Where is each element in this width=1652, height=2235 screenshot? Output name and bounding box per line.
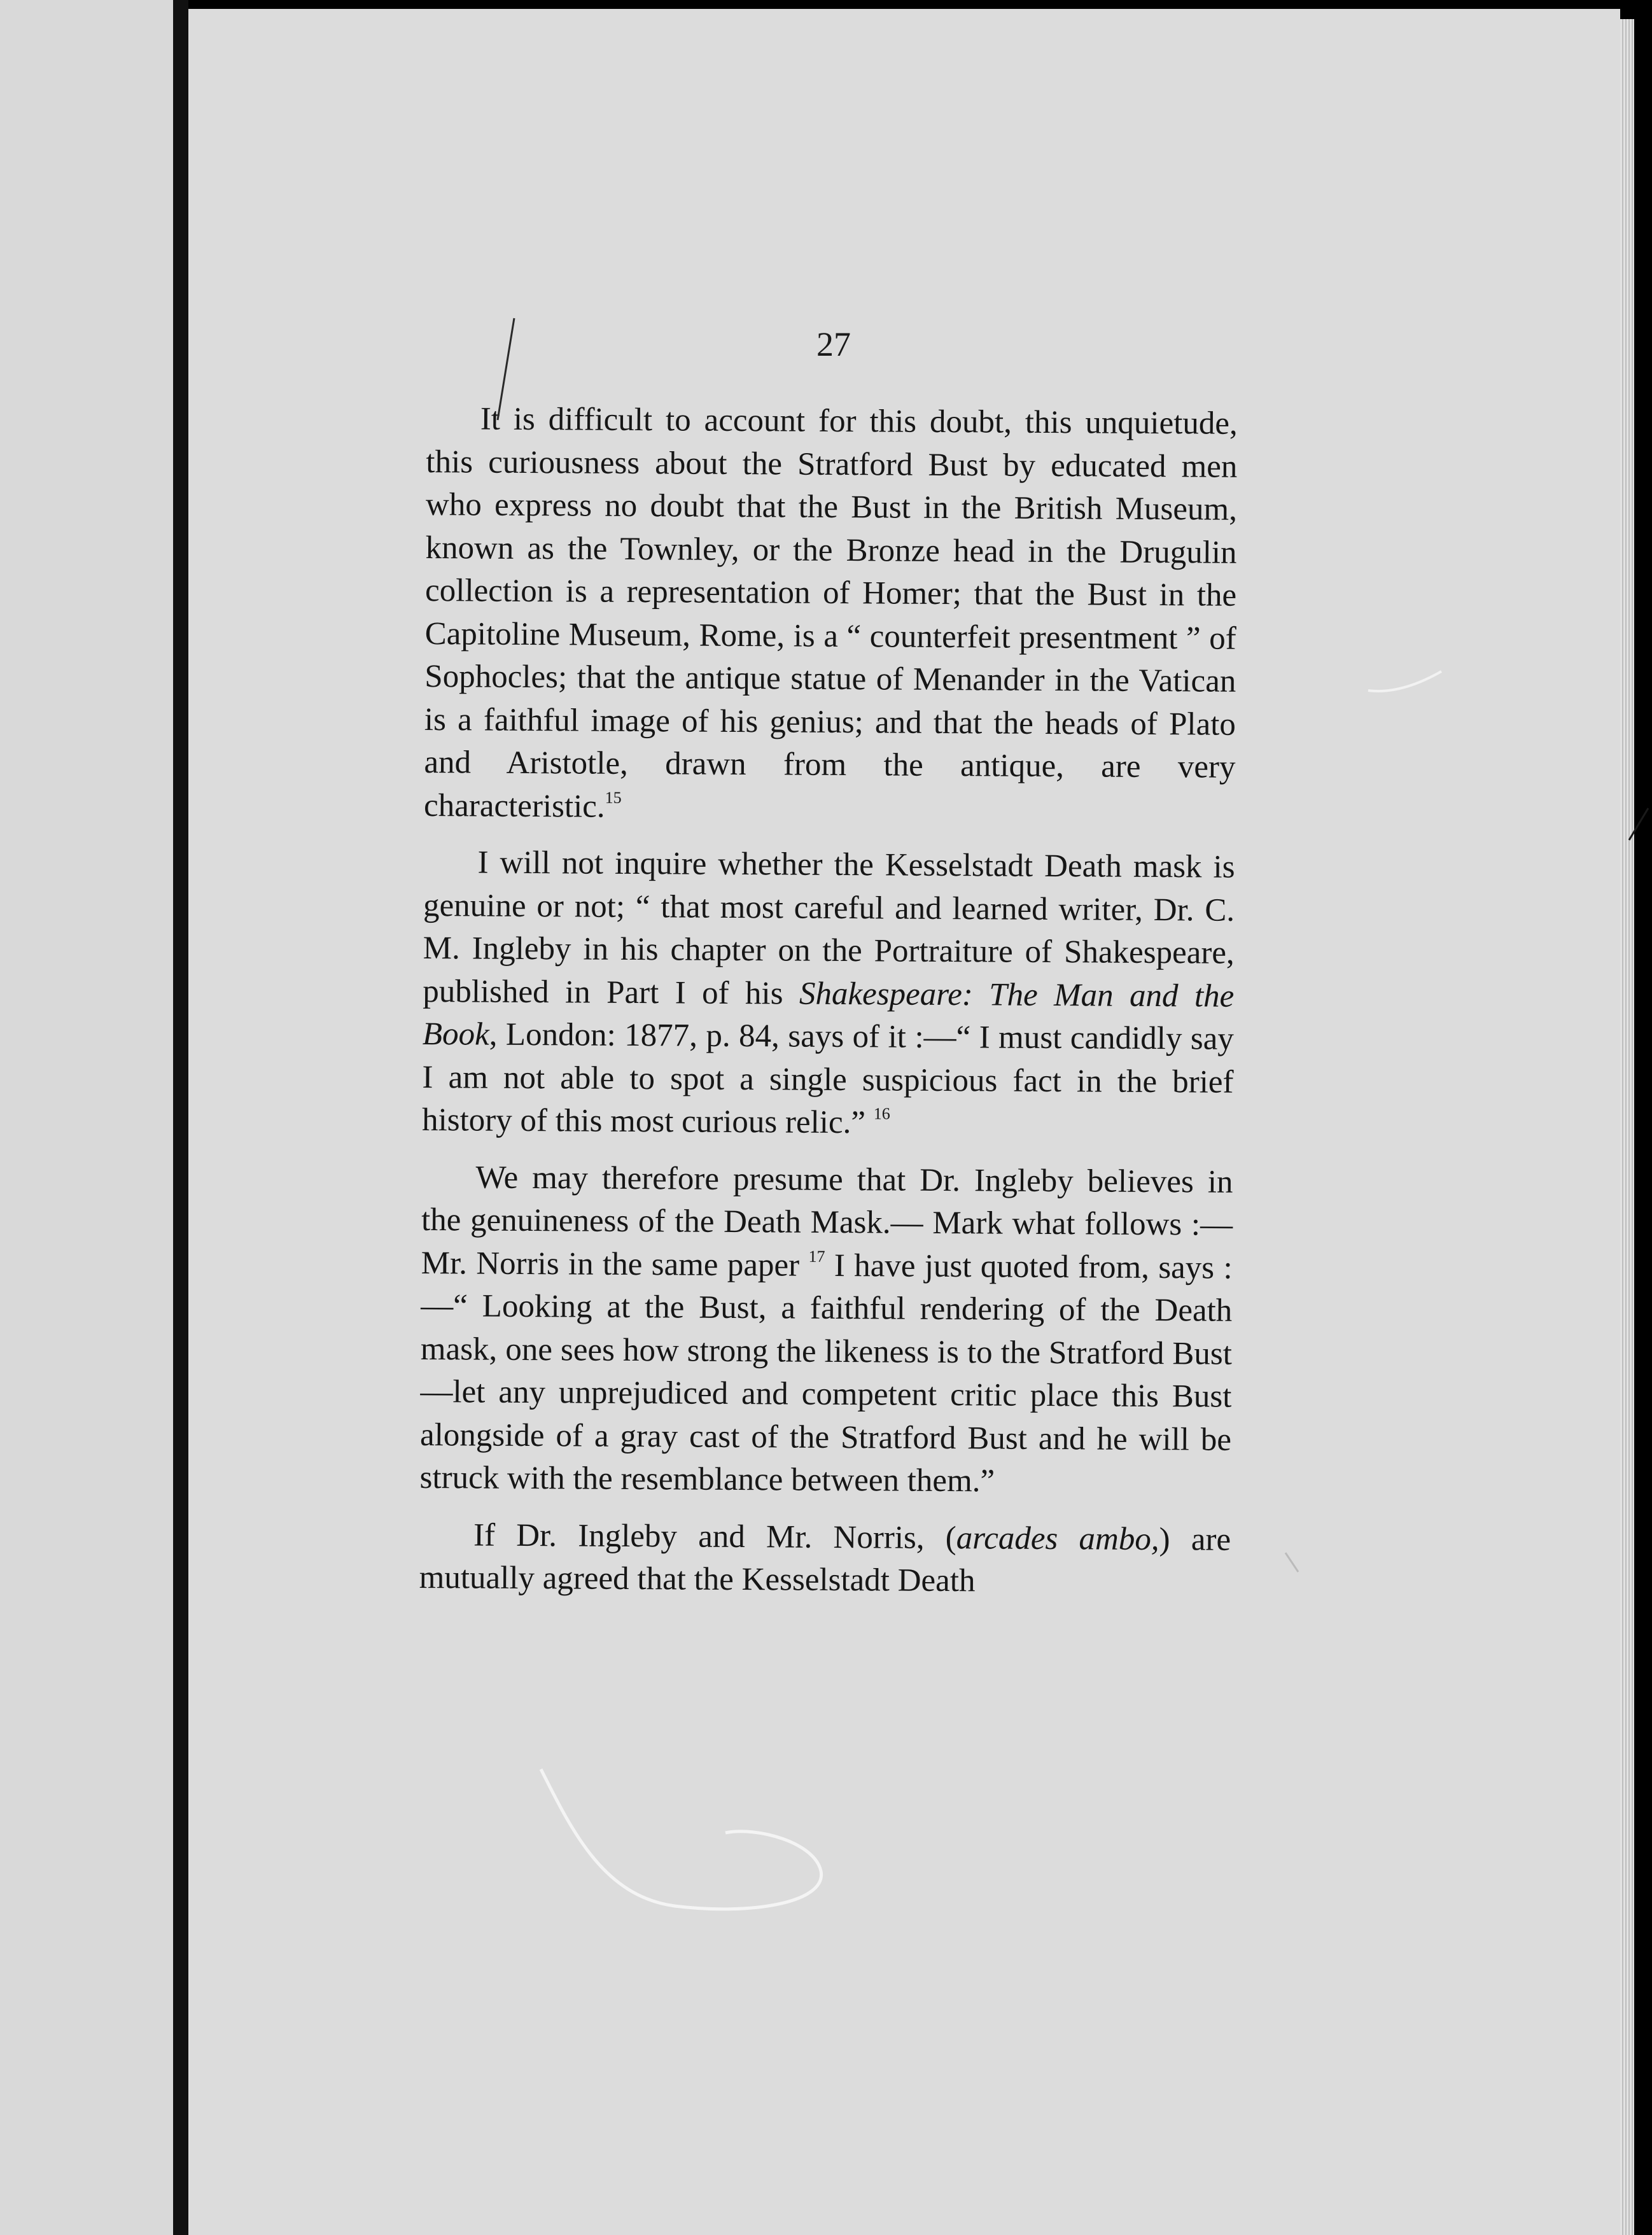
paragraph xyxy=(424,398,1238,832)
text-run: We may therefore presume that Dr. Ingleby believes in the genuineness of the Death Mask.— Mark what follows :—Mr. Norris in the same paper xyxy=(421,1159,1233,1284)
facing-page-edge xyxy=(0,0,173,2235)
scan-border xyxy=(1634,0,1652,2235)
text-run: If Dr. Ingleby and Mr. Norris, ( xyxy=(473,1517,956,1556)
text-run: ) are mutually agreed that the Kesselstadt Death xyxy=(419,1521,1231,1599)
footnote-marker: 15 xyxy=(605,788,622,807)
footnote-marker: 17 xyxy=(808,1247,825,1266)
paragraph xyxy=(422,841,1235,1147)
paragraph xyxy=(419,1156,1233,1504)
page-number: 27 xyxy=(816,325,851,363)
footnote-marker: 16 xyxy=(873,1104,890,1123)
paragraph xyxy=(419,1513,1231,1604)
text-run: , London: 1877, p. 84, says of it :—“ I must candidly say I am not able to spot a single suspicious fact in the brief history of this most curious relic.” xyxy=(421,1016,1235,1141)
text-run: I will not inquire whether the Kesselstadt Death mask is genuine or not; “ that most careful and learned writer, Dr. C. M. Ingleby in his chapter on the Portraiture of Shakespeare, published in Part I of his xyxy=(423,844,1235,1012)
italic-text: arcades ambo, xyxy=(956,1520,1159,1557)
text-run: I have just quoted from, says :—“ Looking at the Bust, a faithful rendering of the Death mask, one sees how strong the likeness is to the Stratford Bust—let any unprejudiced and competent critic place this Bust alongside of a gray cast of the Stratford Bust and he will be struck with the resemblance between them.” xyxy=(419,1247,1233,1499)
page-stack-edge xyxy=(1620,19,1634,2235)
binding-gutter xyxy=(173,0,188,2235)
text-run: It is difficult to account for this doubt, this unquietude, this curiousness about the Stratford Bust by educated men who express no doubt that the Bust in the British Museum, known as the Townley, or the Bronze head in the Drugulin collection is a representation of Homer; that the Bust in the Capitoline Museum, Rome, is a “ counterfeit presentment ” of Sophocles; that the antique statue of Menander in the Vatican is a faithful image of his genius; and that the heads of Plato and Aristotle, drawn from the antique, are very characteristic. xyxy=(423,401,1238,825)
body-text xyxy=(419,398,1238,1604)
italic-text: Shakespeare: The Man and the Book xyxy=(422,976,1235,1053)
